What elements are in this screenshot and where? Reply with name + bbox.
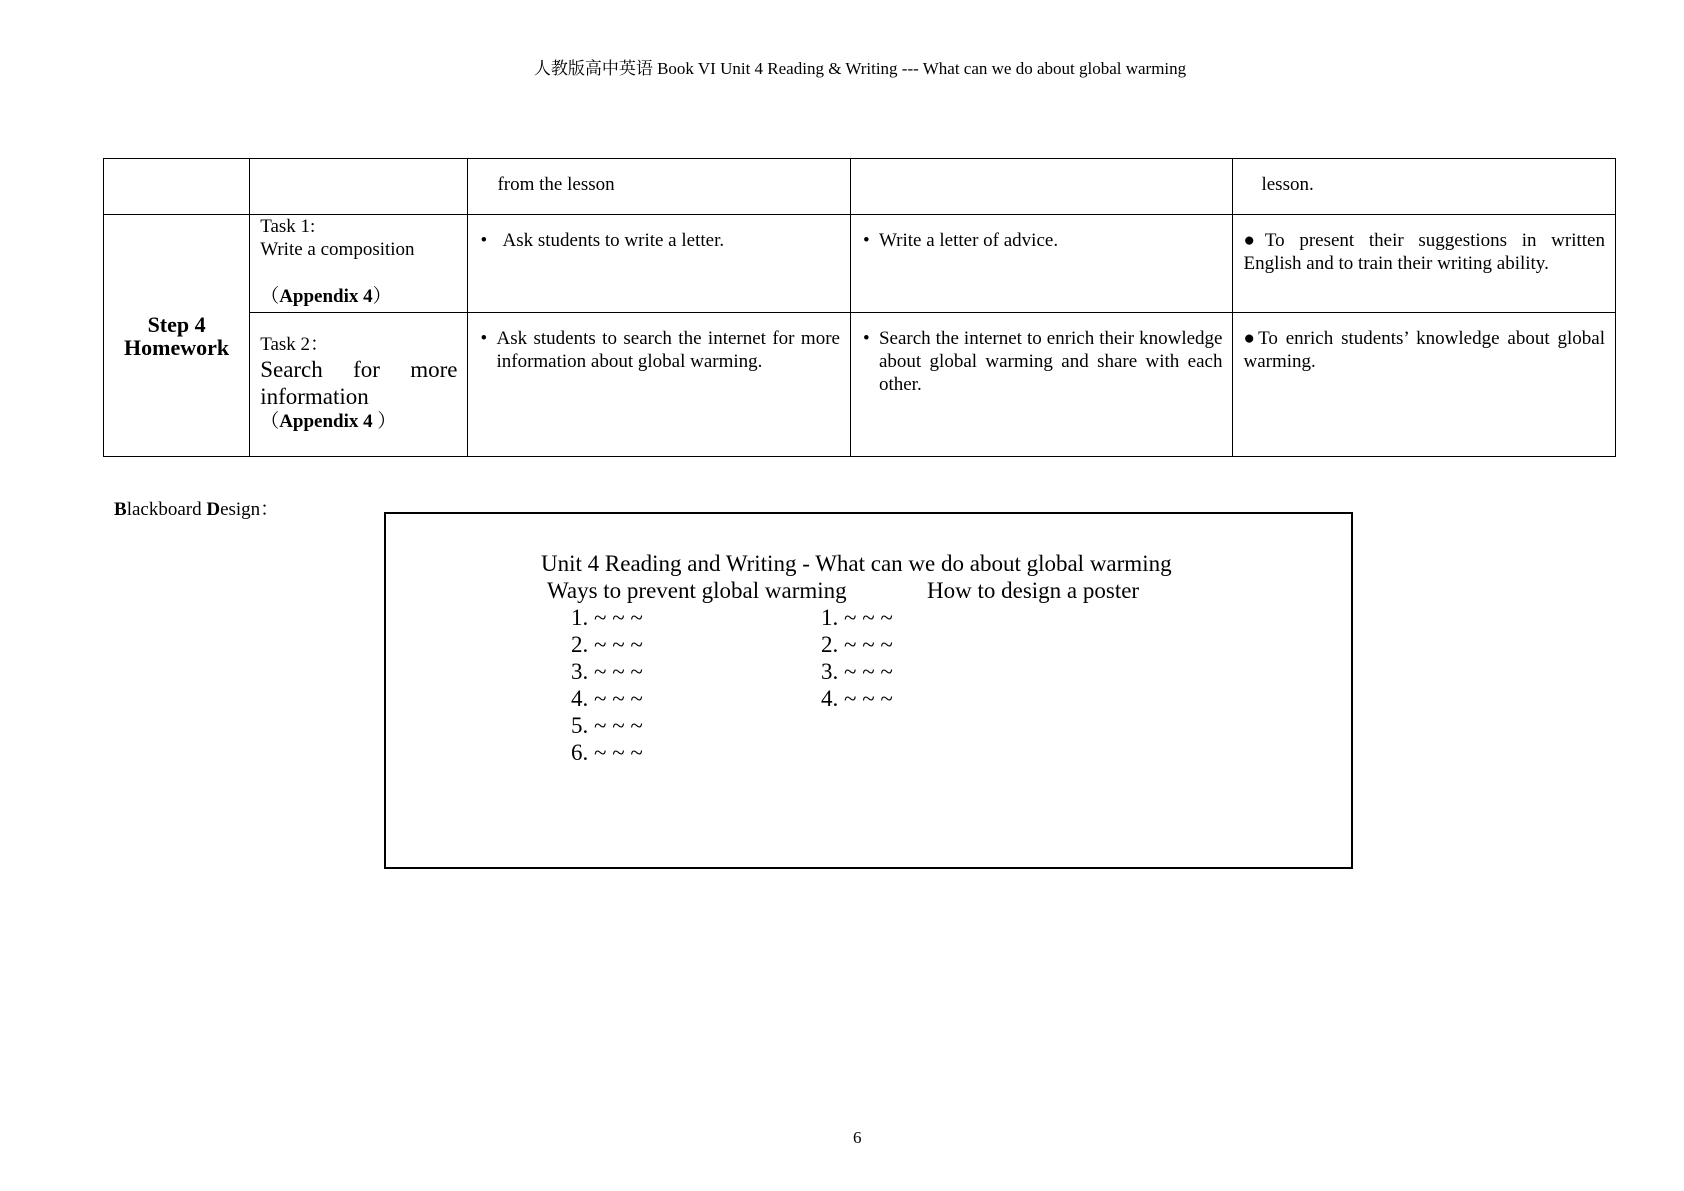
task2-teacher-cell	[468, 313, 851, 457]
list-item: 2. ~ ~ ~	[821, 632, 893, 657]
step-cell	[104, 215, 250, 457]
task2-teacher-activity: Ask students to search the internet for more information about global warming.	[496, 328, 840, 372]
board-list-poster	[821, 604, 893, 712]
list-item: 1. ~ ~ ~	[571, 605, 643, 630]
board-list-ways	[571, 604, 643, 766]
task2-name-line1: Search for more	[260, 357, 458, 382]
task2-cell	[250, 313, 468, 457]
task1-student-cell	[850, 215, 1233, 313]
continued-text: from the lesson	[497, 174, 615, 195]
continued-text: lesson.	[1261, 174, 1314, 195]
task1-teacher-activity: Ask students to write a letter.	[502, 230, 725, 251]
bullet-icon: •	[862, 230, 870, 251]
task2-row	[104, 313, 1616, 457]
task1-cell	[250, 215, 468, 313]
blackboard-label: Blackboard Design：	[114, 499, 280, 520]
page-number: 6	[853, 1128, 862, 1147]
board-heading-ways: Ways to prevent global warming	[547, 578, 847, 603]
task2-student-cell	[850, 313, 1233, 457]
cell-empty	[104, 159, 250, 215]
task2-name-line2: information	[260, 384, 369, 409]
list-item: 6. ~ ~ ~	[571, 740, 643, 765]
list-item: 3. ~ ~ ~	[821, 659, 893, 684]
step-title: Step 4	[147, 311, 206, 337]
task2-student-activity: Search the internet to enrich their knowledge about global warming and share with each other.	[878, 328, 1223, 395]
task1-student-activity: Write a letter of advice.	[878, 230, 1059, 251]
list-item: 2. ~ ~ ~	[571, 632, 643, 657]
bullet-icon: •	[480, 230, 488, 251]
blackboard-box	[384, 512, 1353, 869]
task2-label: Task 2：	[260, 334, 330, 355]
list-item: 4. ~ ~ ~	[821, 686, 893, 711]
board-heading-poster: How to design a poster	[927, 578, 1140, 603]
step-name: Homework	[124, 334, 230, 360]
cell-continued-purpose	[1233, 159, 1616, 215]
task2-purpose-cell	[1233, 313, 1616, 457]
task1-label: Task 1:	[260, 216, 316, 237]
cell-empty	[250, 159, 468, 215]
bullet-icon: •	[480, 328, 488, 349]
bullet-icon: •	[862, 328, 870, 349]
list-item: 4. ~ ~ ~	[571, 686, 643, 711]
continuation-row	[104, 159, 1616, 215]
cell-empty	[850, 159, 1233, 215]
task1-teacher-cell	[468, 215, 851, 313]
task2-appendix: （Appendix 4 ）	[260, 411, 397, 432]
task1-name: Write a composition	[260, 239, 415, 260]
board-title: Unit 4 Reading and Writing - What can we do about global warming	[541, 551, 1172, 576]
list-item: 3. ~ ~ ~	[571, 659, 643, 684]
list-item: 5. ~ ~ ~	[571, 713, 643, 738]
task1-row	[104, 215, 1616, 313]
list-item: 1. ~ ~ ~	[821, 605, 893, 630]
cell-continued-teacher	[468, 159, 851, 215]
task2-purpose: ●To enrich students’ knowledge about global warming.	[1243, 328, 1605, 372]
page-header: 人教版高中英语 Book VI Unit 4 Reading & Writing --- What can we do about global warming	[533, 59, 1187, 78]
task1-purpose: ●To present their suggestions in written English and to train their writing ability.	[1243, 230, 1605, 274]
task1-appendix: （Appendix 4）	[260, 286, 392, 307]
lesson-plan-table	[103, 158, 1616, 457]
task1-purpose-cell	[1233, 215, 1616, 313]
